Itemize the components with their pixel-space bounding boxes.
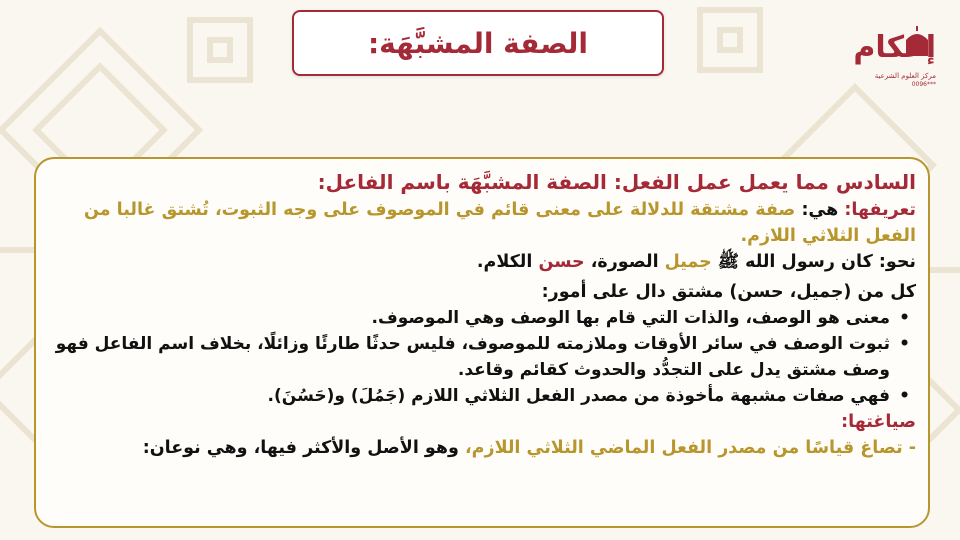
intro-line: كل من (جميل، حسن) مشتق دال على أمور:: [541, 282, 916, 302]
definition-text: صفة مشتقة للدلالة على معنى قائم في الموصوف على وجه الثبوت، تُشتق غالبا من الفعل الثلاثي اللازم.: [83, 200, 916, 246]
example: [50, 249, 916, 275]
title-box: [292, 10, 664, 76]
logo-subtitle: مركز العلوم الشرعية: [874, 72, 936, 80]
example-word-hasan: حسن: [538, 252, 585, 272]
example-part3: الكلام.: [476, 252, 533, 272]
definition-label: تعريفها:: [844, 200, 916, 220]
section-heading: [50, 167, 916, 197]
heading-subject: الصفة المشبَّهَة باسم الفاعل:: [317, 170, 607, 194]
list-item: • فهي صفات مشبهة مأخوذة من مصدر الفعل الثلاثي اللازم (جَمُلَ) و(حَسُنَ).: [50, 383, 890, 409]
list-item: • ثبوت الوصف في سائر الأوقات وملازمته للموصوف، فليس حدثًا طارئًا وزائلًا، بخلاف اسم الفاعل فهو وصف مشتق يدل على التجدُّد والحدوث كقائم وقاعد.: [50, 331, 890, 383]
logo-name: إحكام: [853, 30, 936, 65]
formation-line: [50, 435, 916, 461]
formation-part1: - تصاغ قياسًا من مصدر الفعل الماضي الثلاثي اللازم،: [465, 438, 916, 458]
logo: [846, 26, 936, 92]
bullet-list: [50, 305, 916, 409]
page-title: الصفة المشبَّهَة:: [367, 26, 589, 60]
example-part2: الصورة،: [590, 252, 659, 272]
example-part1: كان رسول الله ﷺ: [717, 252, 873, 272]
heading-prefix: السادس مما يعمل عمل الفعل:: [613, 170, 916, 194]
logo-phone: 0096***: [911, 81, 936, 88]
definition-hiya: هي:: [801, 200, 839, 220]
example-word-jamil: جميل: [664, 252, 712, 272]
example-label: نحو:: [878, 252, 916, 272]
list-item: • معنى هو الوصف، والذات التي قام بها الوصف وهي الموصوف.: [50, 305, 890, 331]
formation-label: صياغتها:: [841, 412, 916, 432]
definition: [50, 197, 916, 249]
formation-part2: وهو الأصل والأكثر فيها، وهي نوعان:: [142, 438, 459, 458]
content-box: [34, 157, 930, 528]
